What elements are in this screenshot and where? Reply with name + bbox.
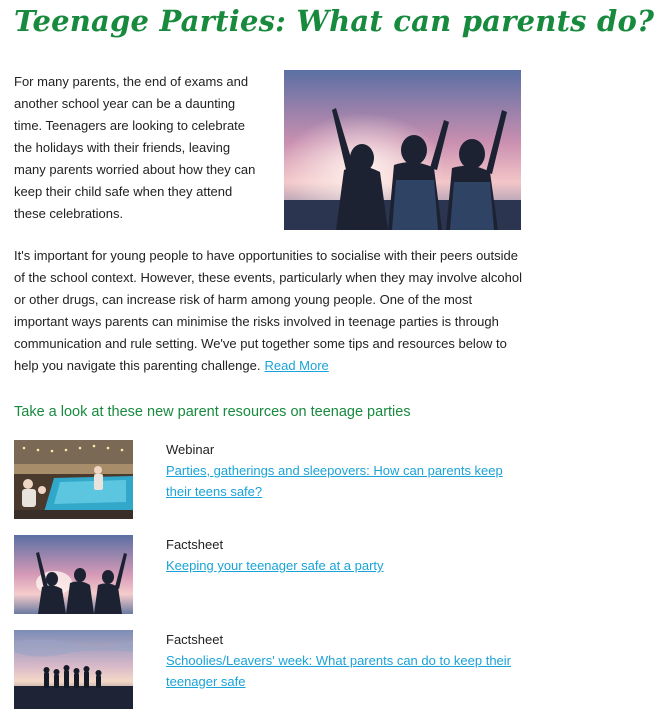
page-title: Teenage Parties: What can parents do? [14, 4, 654, 38]
resource-text [166, 535, 524, 576]
resource-link[interactable]: Schoolies/Leavers' week: What parents can do to keep their teenager safe [166, 653, 512, 689]
resource-text [166, 630, 524, 692]
read-more-link[interactable]: Read More [264, 358, 329, 373]
resource-text [166, 440, 524, 502]
hero-image [284, 70, 521, 230]
intro-paragraph: For many parents, the end of exams and another school year can be a daunting time. Teenagers are looking to celebrate the holidays with their friends, leaving many parents worried about how they can keep their child safe when they attend these celebrations. [14, 74, 256, 221]
resource-thumbnail-friends-sunset[interactable] [14, 535, 133, 614]
body-text: It's important for young people to have opportunities to socialise with their peers outside of the school context. However, these events, particularly when they may involve alcohol or other drugs, can increase risk of harm among young people. One of the most important ways parents can minimise the risks involved in teenage parties is through communication and rule setting. We've put together some tips and resources below to help you navigate this parenting challenge. [14, 248, 522, 373]
resources-heading: Take a look at these new parent resources on teenage parties [14, 404, 411, 420]
resource-link[interactable]: Keeping your teenager safe at a party [166, 558, 384, 573]
resource-type-label: Factsheet [166, 537, 224, 552]
resource-type-label: Webinar [166, 442, 215, 457]
resource-thumbnail-beach-silhouettes[interactable] [14, 630, 133, 709]
resource-type-label: Factsheet [166, 632, 224, 647]
resource-thumbnail-pool-party[interactable] [14, 440, 133, 519]
resource-link[interactable]: Parties, gatherings and sleepovers: How can parents keep their teens safe? [166, 463, 503, 499]
body-paragraph [14, 245, 522, 377]
